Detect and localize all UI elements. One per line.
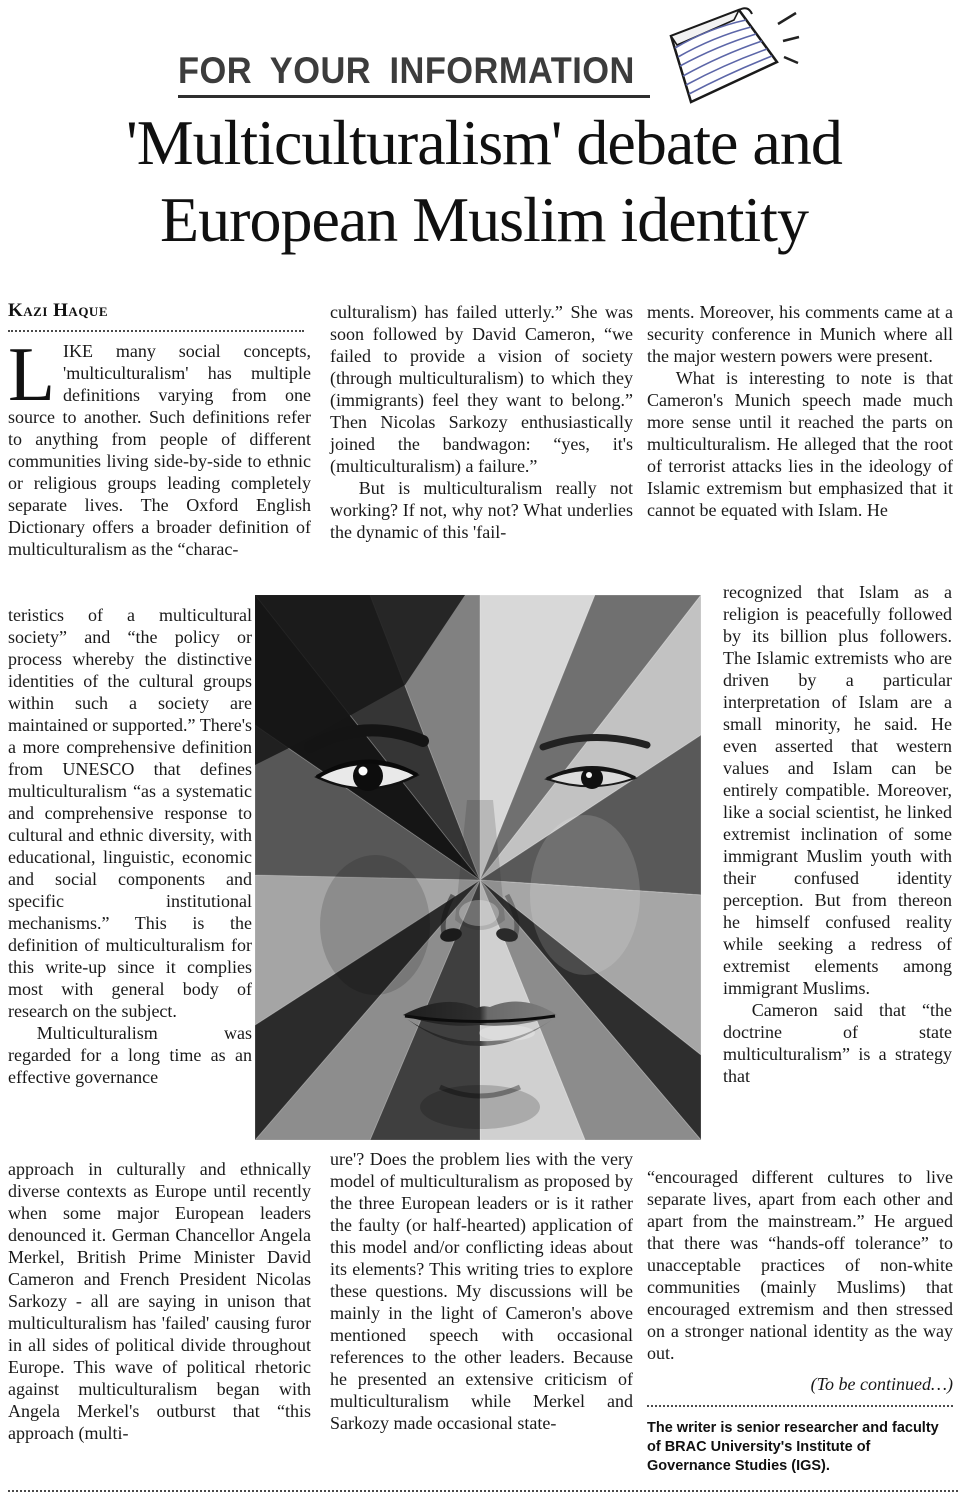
column2-text-bottom xyxy=(330,1148,633,1434)
column1-text-beside-image xyxy=(8,604,252,1088)
paragraph: “encouraged different cultures to live separate lives, apart from each other and apart from the mainstream.” He argued that there was “hands-off tolerance” to unacceptable practices of non-white communities (mainly Muslims) that encouraged extremism and then stressed on a stronger national identity as the way out. xyxy=(647,1167,953,1363)
footer-divider xyxy=(647,1405,953,1407)
kicker-underline xyxy=(178,95,650,98)
column1-text-bottom xyxy=(8,1158,311,1444)
byline: Kazi Haque xyxy=(8,300,108,321)
column3-text-beside-image xyxy=(723,581,952,1087)
paragraph: approach in culturally and ethnically diverse contexts as Europe until recently when some major European leaders denounced it. German Chancellor Angela Merkel, British Prime Minister David Cameron and French President Nicolas Sarkozy - all are saying in unison that multiculturalism has 'failed' causing furor in all sides of political divide throughout Europe. This wave of political rhetoric against multiculturalism began with Angela Merkel's outburst that “this approach (multi- xyxy=(8,1159,311,1443)
page-title xyxy=(0,104,968,258)
column3-text-bottom xyxy=(647,1166,953,1364)
paragraph: culturalism) has failed utterly.” She was soon followed by David Cameron, “we failed to provide a vision of society (through multiculturalism) to which they (immigrants) feel they want to belong.” Then Nicolas Sarkozy enthusiastically joined the bandwagon: “yes, it's (multiculturalism) a failure.” xyxy=(330,302,633,476)
opening-paragraph-text: IKE many social concepts, 'multiculturalism' has multiple definitions varying from one source to another. Such definitions refer to anything from people of different communities living side-by-side to ethnic or religious groups leading completely separate lives. The Oxford English Dictionary offers a broader definition of multiculturalism as the “charac- xyxy=(8,341,311,559)
drop-cap: L xyxy=(8,331,56,417)
opening-paragraph xyxy=(8,331,311,560)
kicker-heading: FOR YOUR INFORMATION xyxy=(178,50,635,91)
notepad-icon xyxy=(643,4,801,110)
paragraph: ure'? Does the problem lies with the very model of multiculturalism as proposed by the three European leaders or is it rather the faulty (or half-hearted) application of this model and/or conflicting ideas about its elements? This writing tries to explore these questions. My discussions will be mainly in the light of Cameron's above mentioned speech with occasional references to the other leaders. Because he presented an extensive criticism of multiculturalism while Merkel and Sarkozy made occasional state- xyxy=(330,1149,633,1433)
to-be-continued: (To be continued…) xyxy=(810,1374,953,1394)
paragraph: But is multiculturalism really not working? If not, why not? What underlies the dynamic of this 'fail- xyxy=(330,478,633,542)
paragraph: teristics of a multicultural society” and “the policy or process whereby the distinctive identities of the cultural groups within such a society are maintained or supported.” There's a more comprehensive definition from UNESCO that defines multiculturalism “as a systematic and comprehensive response to cultural and ethnic diversity, with educational, linguistic, economic and social components and specific institutional mechanisms.” This is the definition of multiculturalism for this write-up since it complies most with general body of research on the subject. xyxy=(8,605,252,1021)
page-title-line-1: 'Multiculturalism' debate and xyxy=(126,107,842,178)
column3-text-top xyxy=(647,301,953,521)
author-credit: The writer is senior researcher and faculty of BRAC University's Institute of Governance Studies (IGS). xyxy=(647,1420,939,1474)
paragraph: recognized that Islam as a religion is peacefully followed by its billion plus followers. The Islamic extremists who are driven by a particular interpretation of Islam are a small minority, he said. He even asserted that western values and Islam can be entirely compatible. Moreover, like a social scientist, he linked extremist inclination of some immigrant Muslim youth with their confused identity perception. But from thereon he himself confused reality while seeking a redress of extremist elements among immigrant Muslims. xyxy=(723,582,952,998)
column2-text-top xyxy=(330,301,633,543)
column1-text-top xyxy=(8,331,311,560)
page-bottom-divider xyxy=(8,1490,958,1492)
paragraph: What is interesting to note is that Cameron's Munich speech made much more sense until it reached the parts on multiculturalism. He alleged that the root of terrorist attacks lies in the ideology of Islamic extremism but emphasized that it cannot be equated with Islam. He xyxy=(647,368,953,520)
paragraph: ments. Moreover, his comments came at a security conference in Munich where all the major western powers were present. xyxy=(647,302,953,366)
paragraph: Cameron said that “the doctrine of state multiculturalism” is a strategy that xyxy=(723,1000,952,1086)
paragraph: Multiculturalism was regarded for a long time as an effective governance xyxy=(8,1023,252,1087)
page-title-line-2: European Muslim identity xyxy=(160,184,808,255)
face-collage-image xyxy=(255,595,701,1140)
